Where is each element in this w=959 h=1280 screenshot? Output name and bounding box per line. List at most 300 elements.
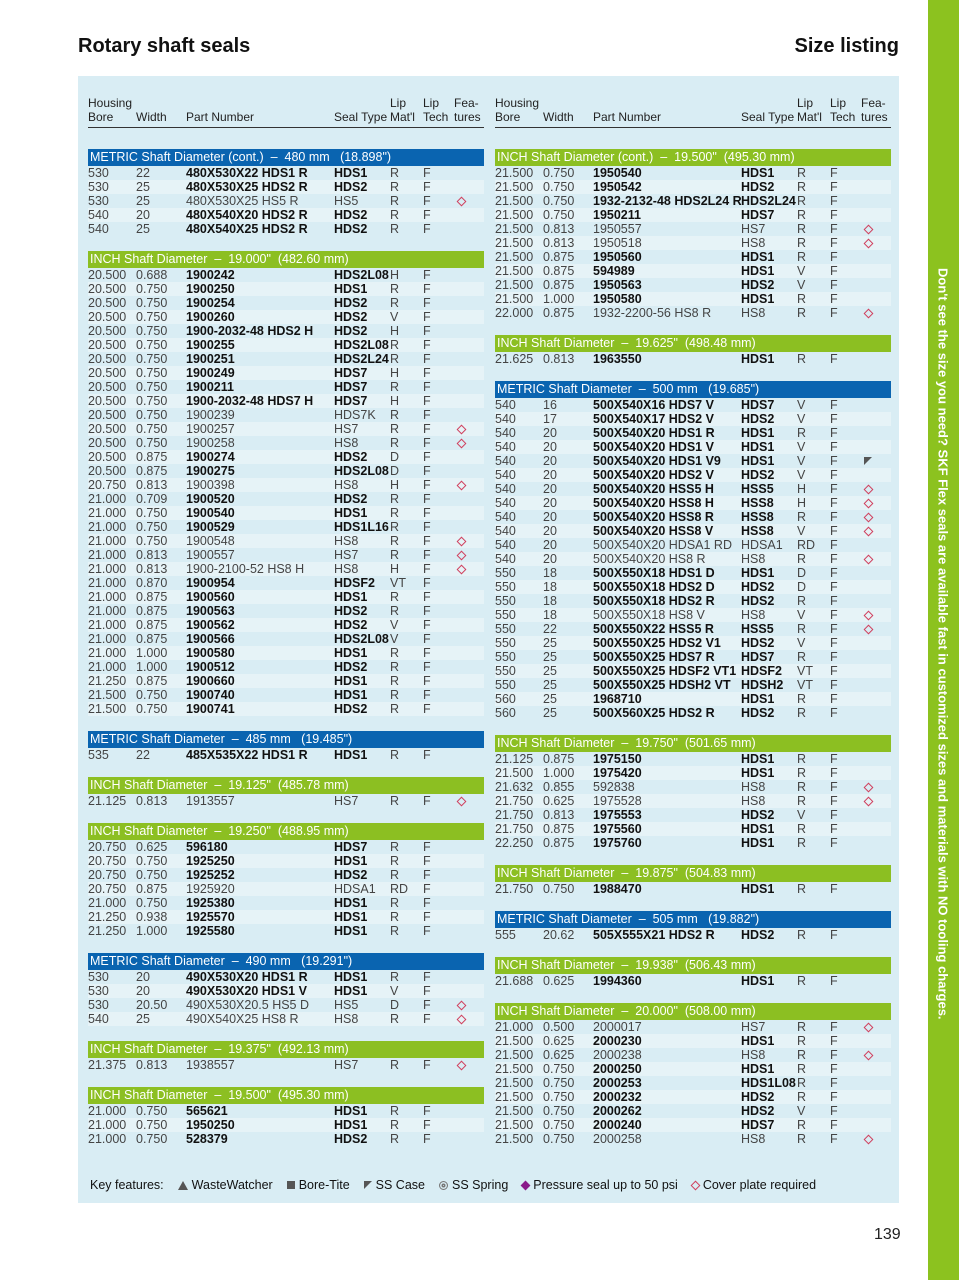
seal-type: HDS1 bbox=[741, 250, 775, 264]
width: 0.875 bbox=[136, 882, 168, 896]
section-header: INCH Shaft Diameter – 19.125" (485.78 mm) bbox=[88, 777, 484, 794]
housing-bore: 21.000 bbox=[88, 590, 127, 604]
part-number: 1975420 bbox=[593, 766, 642, 780]
housing-bore: 550 bbox=[495, 580, 516, 594]
table-row bbox=[88, 464, 484, 478]
part-number: 1900-2032-48 HDS7 H bbox=[186, 394, 314, 408]
seal-type: HDS2 bbox=[741, 1104, 775, 1118]
part-number: 1900242 bbox=[186, 268, 235, 282]
table-row bbox=[495, 440, 891, 454]
width: 0.875 bbox=[136, 450, 168, 464]
width: 0.875 bbox=[543, 264, 575, 278]
features bbox=[454, 534, 468, 548]
width: 0.750 bbox=[136, 408, 168, 422]
lip-tech: F bbox=[830, 678, 838, 692]
part-number: 565621 bbox=[186, 1104, 228, 1118]
lip-material: R bbox=[797, 1118, 807, 1132]
table-row bbox=[88, 282, 484, 296]
features bbox=[861, 1020, 875, 1034]
table-row bbox=[88, 688, 484, 702]
lip-material: R bbox=[797, 974, 807, 988]
section-header: INCH Shaft Diameter – 20.000" (508.00 mm) bbox=[495, 1003, 891, 1020]
part-number: 1925252 bbox=[186, 868, 235, 882]
table-row bbox=[495, 766, 891, 780]
housing-bore: 21.625 bbox=[495, 352, 534, 366]
lip-tech: F bbox=[423, 970, 431, 984]
housing-bore: 550 bbox=[495, 664, 516, 678]
width: 0.813 bbox=[543, 222, 575, 236]
housing-bore: 21.500 bbox=[495, 766, 534, 780]
housing-bore: 21.500 bbox=[495, 1076, 534, 1090]
housing-bore: 21.000 bbox=[88, 646, 127, 660]
housing-bore: 21.250 bbox=[88, 674, 127, 688]
lip-tech: F bbox=[830, 882, 838, 896]
housing-bore: 21.000 bbox=[88, 492, 127, 506]
table-row bbox=[88, 520, 484, 534]
part-number: 2000250 bbox=[593, 1062, 642, 1076]
width: 0.500 bbox=[543, 1020, 575, 1034]
lip-material: R bbox=[390, 702, 400, 716]
seal-type: HS8 bbox=[741, 236, 766, 250]
key-label: Key features: bbox=[90, 1178, 164, 1192]
width: 20 bbox=[543, 552, 557, 566]
seal-type: HDS1 bbox=[741, 292, 775, 306]
seal-type: HDS1 bbox=[334, 984, 368, 998]
housing-bore: 550 bbox=[495, 678, 516, 692]
section-header: INCH Shaft Diameter – 19.625" (498.48 mm) bbox=[495, 335, 891, 352]
width: 0.813 bbox=[136, 548, 168, 562]
seal-type: HDS2 bbox=[741, 636, 775, 650]
lip-tech: F bbox=[830, 1062, 838, 1076]
part-number: 1900741 bbox=[186, 702, 235, 716]
lip-material: R bbox=[797, 236, 807, 250]
lip-tech: F bbox=[423, 882, 431, 896]
housing-bore: 22.250 bbox=[495, 836, 534, 850]
lip-tech: F bbox=[423, 1012, 431, 1026]
cover-plate-icon bbox=[456, 439, 466, 449]
lip-tech: F bbox=[423, 422, 431, 436]
housing-bore: 530 bbox=[88, 194, 109, 208]
lip-tech: F bbox=[830, 1034, 838, 1048]
lip-material: H bbox=[390, 366, 400, 380]
width: 0.625 bbox=[543, 974, 575, 988]
lip-tech: F bbox=[423, 910, 431, 924]
lip-tech: F bbox=[830, 208, 838, 222]
seal-type: HDS1L08 bbox=[741, 1076, 796, 1090]
table-row bbox=[495, 208, 891, 222]
seal-type: HS7 bbox=[334, 422, 359, 436]
seal-type: HSS5 bbox=[741, 482, 774, 496]
width: 0.875 bbox=[543, 306, 575, 320]
part-number: 1950540 bbox=[593, 166, 642, 180]
lip-material: R bbox=[390, 660, 400, 674]
table-row bbox=[88, 1118, 484, 1132]
cover-plate-icon bbox=[456, 1001, 466, 1011]
table-row bbox=[88, 998, 484, 1012]
seal-type: HDS2L08 bbox=[334, 268, 389, 282]
width: 0.750 bbox=[136, 380, 168, 394]
part-number: 500X540X20 HSS8 R bbox=[593, 510, 714, 524]
housing-bore: 540 bbox=[495, 426, 516, 440]
housing-bore: 530 bbox=[88, 998, 109, 1012]
housing-bore: 540 bbox=[495, 412, 516, 426]
part-number: 500X540X16 HDS7 V bbox=[593, 398, 714, 412]
lip-material: R bbox=[390, 436, 400, 450]
column-header-bore: Housing Bore bbox=[495, 96, 540, 124]
cover-plate-icon bbox=[456, 425, 466, 435]
part-number: 2000258 bbox=[593, 1132, 642, 1146]
lip-material: V bbox=[797, 636, 806, 650]
ss-case-icon bbox=[864, 457, 872, 465]
part-number: 1900548 bbox=[186, 534, 235, 548]
lip-tech: F bbox=[423, 520, 431, 534]
lip-material: R bbox=[797, 222, 807, 236]
seal-type: HS7 bbox=[334, 1058, 359, 1072]
lip-material: V bbox=[797, 468, 806, 482]
seal-type: HS8 bbox=[741, 306, 766, 320]
seal-type: HDS1 bbox=[741, 882, 775, 896]
width: 0.750 bbox=[136, 1118, 168, 1132]
width: 22 bbox=[136, 748, 150, 762]
column-header-bore: Housing Bore bbox=[88, 96, 133, 124]
section-header: INCH Shaft Diameter – 19.938" (506.43 mm) bbox=[495, 957, 891, 974]
seal-type: HDS1 bbox=[741, 766, 775, 780]
part-number: 500X550X18 HDS1 D bbox=[593, 566, 715, 580]
part-number: 1968710 bbox=[593, 692, 642, 706]
table-row bbox=[495, 808, 891, 822]
features bbox=[861, 608, 875, 622]
table-row bbox=[495, 250, 891, 264]
table-row bbox=[88, 166, 484, 180]
inch-section bbox=[495, 149, 891, 320]
seal-type: HDS2 bbox=[741, 706, 775, 720]
lip-material: V bbox=[797, 412, 806, 426]
key-item-cover-plate: Cover plate required bbox=[692, 1178, 816, 1192]
lip-material: V bbox=[797, 524, 806, 538]
features bbox=[861, 454, 875, 468]
seal-type: HDS1 bbox=[741, 166, 775, 180]
housing-bore: 540 bbox=[495, 496, 516, 510]
housing-bore: 540 bbox=[495, 482, 516, 496]
lip-material: R bbox=[797, 650, 807, 664]
lip-tech: F bbox=[830, 1020, 838, 1034]
lip-material: R bbox=[390, 854, 400, 868]
lip-material: R bbox=[797, 766, 807, 780]
lip-material: V bbox=[390, 632, 399, 646]
seal-type: HDS2 bbox=[741, 468, 775, 482]
lip-material: R bbox=[390, 970, 400, 984]
housing-bore: 540 bbox=[495, 552, 516, 566]
lip-tech: F bbox=[830, 510, 838, 524]
table-row bbox=[495, 1062, 891, 1076]
seal-type: HDS1 bbox=[741, 1062, 775, 1076]
features bbox=[861, 622, 875, 636]
part-number: 1900563 bbox=[186, 604, 235, 618]
table-row bbox=[495, 780, 891, 794]
seal-type: HS7 bbox=[741, 1020, 766, 1034]
lip-tech: F bbox=[423, 310, 431, 324]
housing-bore: 540 bbox=[495, 454, 516, 468]
table-row bbox=[88, 548, 484, 562]
table-row bbox=[495, 398, 891, 412]
housing-bore: 20.500 bbox=[88, 296, 127, 310]
width: 0.750 bbox=[136, 534, 168, 548]
lip-tech: F bbox=[830, 566, 838, 580]
table-row bbox=[495, 1020, 891, 1034]
seal-type: HDS2L08 bbox=[334, 632, 389, 646]
width: 20 bbox=[543, 454, 557, 468]
table-row bbox=[88, 478, 484, 492]
key-item-wastewatcher: WasteWatcher bbox=[178, 1178, 273, 1192]
table-row bbox=[495, 822, 891, 836]
housing-bore: 20.500 bbox=[88, 436, 127, 450]
table-row bbox=[88, 338, 484, 352]
lip-tech: F bbox=[830, 692, 838, 706]
table-row bbox=[88, 534, 484, 548]
seal-type: HDS1 bbox=[741, 692, 775, 706]
seal-type: HDS7 bbox=[334, 840, 368, 854]
width: 22 bbox=[136, 166, 150, 180]
part-number: 592838 bbox=[593, 780, 635, 794]
part-number: 1975528 bbox=[593, 794, 642, 808]
lip-tech: F bbox=[830, 552, 838, 566]
cover-plate-icon bbox=[863, 527, 873, 537]
cover-plate-icon bbox=[863, 225, 873, 235]
table-row bbox=[495, 752, 891, 766]
lip-tech: F bbox=[423, 984, 431, 998]
lip-material: H bbox=[390, 478, 400, 492]
lip-material: R bbox=[797, 208, 807, 222]
part-number: 1950580 bbox=[593, 292, 642, 306]
seal-type: HS8 bbox=[334, 1012, 359, 1026]
table-row bbox=[495, 664, 891, 678]
width: 20 bbox=[543, 440, 557, 454]
lip-tech: F bbox=[423, 632, 431, 646]
table-row bbox=[88, 604, 484, 618]
lip-material: R bbox=[390, 422, 400, 436]
lip-tech: F bbox=[830, 398, 838, 412]
housing-bore: 530 bbox=[88, 180, 109, 194]
width: 25 bbox=[543, 692, 557, 706]
features bbox=[861, 496, 875, 510]
lip-material: R bbox=[390, 380, 400, 394]
table-row bbox=[88, 324, 484, 338]
lip-material: V bbox=[797, 454, 806, 468]
width: 0.875 bbox=[543, 278, 575, 292]
lip-material: R bbox=[390, 408, 400, 422]
seal-type: HDS2 bbox=[741, 594, 775, 608]
part-number: 1975760 bbox=[593, 836, 642, 850]
width: 20 bbox=[543, 510, 557, 524]
part-number: 500X540X20 HSS8 H bbox=[593, 496, 714, 510]
table-row bbox=[495, 580, 891, 594]
lip-tech: F bbox=[830, 1118, 838, 1132]
seal-type: HDS1 bbox=[741, 836, 775, 850]
table-row bbox=[88, 840, 484, 854]
lip-tech: F bbox=[830, 236, 838, 250]
lip-material: V bbox=[390, 984, 399, 998]
seal-type: HDS2 bbox=[334, 492, 368, 506]
seal-type: HDS1 bbox=[334, 854, 368, 868]
width: 16 bbox=[543, 398, 557, 412]
lip-tech: F bbox=[830, 706, 838, 720]
table-row bbox=[495, 1104, 891, 1118]
part-number: 500X550X25 HDS7 R bbox=[593, 650, 715, 664]
table-row bbox=[495, 1090, 891, 1104]
width: 0.750 bbox=[136, 338, 168, 352]
lip-material: R bbox=[797, 1048, 807, 1062]
seal-type: HSS8 bbox=[741, 510, 774, 524]
housing-bore: 21.000 bbox=[88, 506, 127, 520]
features bbox=[454, 1012, 468, 1026]
table-row bbox=[495, 426, 891, 440]
features bbox=[861, 1132, 875, 1146]
lip-material: R bbox=[390, 748, 400, 762]
page-title: Rotary shaft seals bbox=[78, 35, 251, 57]
left-sections bbox=[88, 149, 484, 1146]
lip-tech: F bbox=[423, 208, 431, 222]
table-row bbox=[88, 310, 484, 324]
table-row bbox=[88, 408, 484, 422]
table-row bbox=[88, 854, 484, 868]
features bbox=[861, 306, 875, 320]
lip-material: R bbox=[390, 338, 400, 352]
ss-case-icon bbox=[364, 1181, 372, 1189]
part-number: 1900-2032-48 HDS2 H bbox=[186, 324, 314, 338]
lip-material: R bbox=[390, 868, 400, 882]
part-number: 1988470 bbox=[593, 882, 642, 896]
seal-type: HS8 bbox=[741, 794, 766, 808]
housing-bore: 21.500 bbox=[495, 1034, 534, 1048]
metric-section bbox=[88, 953, 484, 1026]
table-row bbox=[88, 1058, 484, 1072]
table-row bbox=[88, 984, 484, 998]
part-number: 596180 bbox=[186, 840, 228, 854]
housing-bore: 21.500 bbox=[495, 222, 534, 236]
part-number: 2000253 bbox=[593, 1076, 642, 1090]
table-row bbox=[495, 678, 891, 692]
width: 0.813 bbox=[543, 352, 575, 366]
lip-material: VT bbox=[797, 678, 813, 692]
table-row bbox=[495, 608, 891, 622]
section-header: INCH Shaft Diameter – 19.375" (492.13 mm) bbox=[88, 1041, 484, 1058]
lip-tech: F bbox=[830, 524, 838, 538]
lip-tech: F bbox=[830, 636, 838, 650]
part-number: 500X540X20 HSS8 V bbox=[593, 524, 714, 538]
table-row bbox=[495, 794, 891, 808]
part-number: 1900566 bbox=[186, 632, 235, 646]
width: 0.750 bbox=[136, 1104, 168, 1118]
seal-type: HDS2 bbox=[334, 450, 368, 464]
table-row bbox=[495, 594, 891, 608]
lip-tech: F bbox=[423, 366, 431, 380]
column-header-features: Fea- tures bbox=[454, 96, 481, 124]
cover-plate-icon bbox=[863, 625, 873, 635]
housing-bore: 20.500 bbox=[88, 380, 127, 394]
width: 25 bbox=[136, 222, 150, 236]
cover-plate-icon bbox=[863, 1051, 873, 1061]
housing-bore: 20.750 bbox=[88, 868, 127, 882]
lip-tech: F bbox=[830, 468, 838, 482]
lip-tech: F bbox=[423, 688, 431, 702]
housing-bore: 21.500 bbox=[495, 194, 534, 208]
width: 0.750 bbox=[136, 366, 168, 380]
lip-tech: F bbox=[830, 1076, 838, 1090]
housing-bore: 20.500 bbox=[88, 366, 127, 380]
seal-type: HS8 bbox=[334, 436, 359, 450]
housing-bore: 550 bbox=[495, 594, 516, 608]
width: 0.750 bbox=[136, 296, 168, 310]
part-number: 500X550X18 HDS2 D bbox=[593, 580, 715, 594]
width: 0.750 bbox=[136, 352, 168, 366]
width: 0.688 bbox=[136, 268, 168, 282]
width: 0.875 bbox=[136, 604, 168, 618]
seal-type: HDS7 bbox=[334, 380, 368, 394]
features bbox=[454, 1058, 468, 1072]
cover-plate-icon bbox=[456, 551, 466, 561]
housing-bore: 540 bbox=[88, 1012, 109, 1026]
inch-section bbox=[88, 251, 484, 716]
lip-tech: F bbox=[423, 1132, 431, 1146]
lip-material: R bbox=[797, 882, 807, 896]
lip-tech: F bbox=[423, 180, 431, 194]
lip-tech: F bbox=[423, 1118, 431, 1132]
seal-type: HS7 bbox=[334, 794, 359, 808]
inch-section bbox=[495, 735, 891, 850]
lip-tech: F bbox=[830, 1104, 838, 1118]
width: 0.813 bbox=[136, 562, 168, 576]
lip-material: V bbox=[797, 264, 806, 278]
lip-material: R bbox=[390, 896, 400, 910]
cover-plate-icon bbox=[456, 565, 466, 575]
seal-type: HDS2 bbox=[334, 1132, 368, 1146]
features bbox=[454, 422, 468, 436]
lip-tech: F bbox=[830, 766, 838, 780]
section-header: INCH Shaft Diameter – 19.250" (488.95 mm) bbox=[88, 823, 484, 840]
part-number: 1900660 bbox=[186, 674, 235, 688]
width: 0.625 bbox=[543, 794, 575, 808]
housing-bore: 540 bbox=[495, 468, 516, 482]
lip-tech: F bbox=[423, 674, 431, 688]
column-headers bbox=[495, 82, 891, 128]
part-number: 1950211 bbox=[593, 208, 641, 222]
table-row bbox=[88, 422, 484, 436]
table-row bbox=[88, 660, 484, 674]
features bbox=[454, 794, 468, 808]
part-number: 2000232 bbox=[593, 1090, 642, 1104]
features bbox=[861, 1048, 875, 1062]
width: 20 bbox=[543, 538, 557, 552]
lip-material: D bbox=[390, 998, 400, 1012]
housing-bore: 21.500 bbox=[495, 1062, 534, 1076]
lip-material: R bbox=[797, 836, 807, 850]
lip-tech: F bbox=[830, 496, 838, 510]
seal-type: HDS1 bbox=[334, 748, 368, 762]
part-number: 1925580 bbox=[186, 924, 235, 938]
column-header-width: Width bbox=[136, 110, 167, 124]
housing-bore: 540 bbox=[495, 538, 516, 552]
width: 25 bbox=[543, 636, 557, 650]
seal-type: HS8 bbox=[334, 562, 359, 576]
lip-tech: F bbox=[423, 222, 431, 236]
lip-tech: F bbox=[423, 436, 431, 450]
lip-tech: F bbox=[423, 282, 431, 296]
width: 0.875 bbox=[136, 590, 168, 604]
cover-plate-icon bbox=[863, 485, 873, 495]
lip-tech: F bbox=[423, 380, 431, 394]
section-header: METRIC Shaft Diameter – 500 mm (19.685") bbox=[495, 381, 891, 398]
housing-bore: 21.000 bbox=[88, 548, 127, 562]
